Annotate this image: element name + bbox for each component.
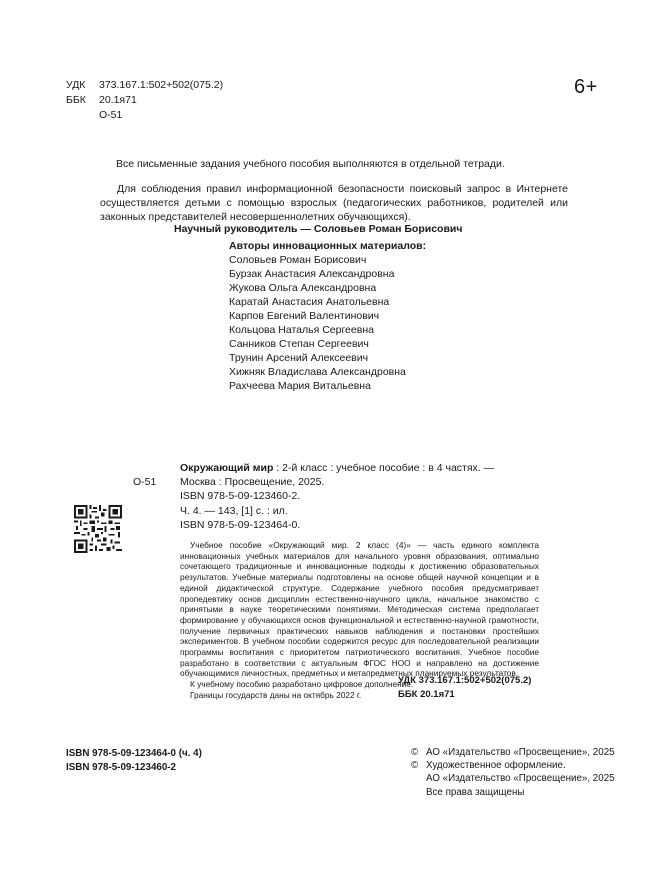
rights-reserved: Все права защищены	[426, 786, 525, 798]
annotation-text: Учебное пособие «Окружающий мир. 2 класс (4)» — часть единого комплекта инновационных учебных материалов для начального уровня образования, оптимально сочетающего традиционные и инновационные подходы к достижению образовательных результатов. Учебные материалы подготовлены на основе общей научной концепции и в единой дидактической структуре. Содержание учебного пособия предусматривает пропедевтику основ дисциплин естественно-научного цикла, начальное знакомство с принятыми в науке теоретическими понятиями. Методическая система предполагает формирование у обучающихся основ функциональной и естественно-научной грамотности, получение первичных практических навыков наблюдения и постановки простейших экспериментов. В учебном пособии содержится ресурс для последовательной реализации программы воспитания с приоритетом патриотического воспитания. Учебное пособие разработано в соответствии с актуальным ФГОС НОО и направлено на достижение обучающимися личностных, предметных и метапредметных планируемых результатов.	[180, 540, 539, 679]
author-name: Кольцова Наталья Сергеевна	[229, 324, 374, 336]
scientific-supervisor: Научный руководитель — Соловьев Роман Борисович	[174, 223, 463, 235]
intro-paragraph-1: Все письменные задания учебного пособия выполняются в отдельной тетради.	[116, 158, 505, 170]
udk-label: УДК	[66, 79, 86, 91]
authors-list	[229, 253, 406, 393]
catalog-udk: УДК 373.167.1:502+502(075.2)	[398, 675, 532, 686]
catalog-line: ISBN 978-5-09-123464-0.	[180, 518, 301, 531]
author-name: Хижняк Владислава Александровна	[229, 366, 406, 378]
catalog-bbk: ББК 20.1я71	[398, 689, 455, 700]
author-name: Карпов Евгений Валентинович	[229, 310, 380, 322]
copyright-symbol: ©	[411, 747, 419, 758]
book-title: Окружающий мир	[180, 462, 274, 474]
catalog-udk-bbk	[398, 674, 531, 702]
qr-code-image	[74, 505, 122, 553]
digital-note: К учебному пособию разработано цифровое дополнение.	[190, 679, 414, 690]
copyright-line: Художественное оформление.	[426, 760, 566, 772]
age-rating: 6+	[574, 76, 598, 98]
copyright-block	[411, 746, 615, 799]
copyright-line: АО «Издательство «Просвещение», 2025	[426, 747, 615, 758]
catalog-lines	[180, 475, 324, 532]
author-name: Трунин Арсений Алексеевич	[229, 352, 369, 364]
isbn-set: ISBN 978-5-09-123460-2	[66, 761, 177, 773]
borders-note: Границы государств даны на октябрь 2022 г.	[190, 689, 362, 700]
author-name: Бурзак Анастасия Александровна	[229, 268, 395, 280]
isbn-part: ISBN 978-5-09-123464-0 (ч. 4)	[66, 748, 202, 759]
authors-title: Авторы инновационных материалов:	[229, 240, 427, 252]
author-name: Санников Степан Сергеевич	[229, 338, 369, 350]
book-title-rest: : 2-й класс : учебное пособие : в 4 частях. —	[273, 462, 495, 474]
author-name: Соловьев Роман Борисович	[229, 254, 367, 266]
catalog-line: ISBN 978-5-09-123460-2.	[180, 490, 301, 503]
catalog-line: Москва : Просвещение, 2025.	[180, 476, 325, 488]
copyright-symbol: ©	[411, 760, 419, 772]
bbk-label: ББК	[66, 94, 86, 106]
bbk-value: 20.1я71	[99, 94, 137, 106]
isbn-block	[66, 747, 202, 774]
udk-block	[66, 78, 223, 123]
catalog-title	[180, 461, 494, 475]
author-name: Каратай Анастасия Анатольевна	[229, 296, 390, 308]
udk-value: 373.167.1:502+502(075.2)	[99, 79, 224, 91]
author-name: Жукова Ольга Александровна	[229, 282, 377, 294]
intro-paragraph-2: Для соблюдения правил информационной безопасности поисковый запрос в Интернете осуществляется детьми с помощью взрослых (педагогических работников, родителей или законных представителей несовершеннолетних обучающихся).	[100, 183, 568, 223]
copyright-line: АО «Издательство «Просвещение», 2025	[426, 773, 615, 785]
catalog-code: О-51	[133, 476, 157, 488]
author-mark: О-51	[99, 109, 123, 121]
author-name: Рахчеева Мария Витальевна	[229, 380, 371, 392]
catalog-line: Ч. 4. — 143, [1] с. : ил.	[180, 504, 288, 517]
